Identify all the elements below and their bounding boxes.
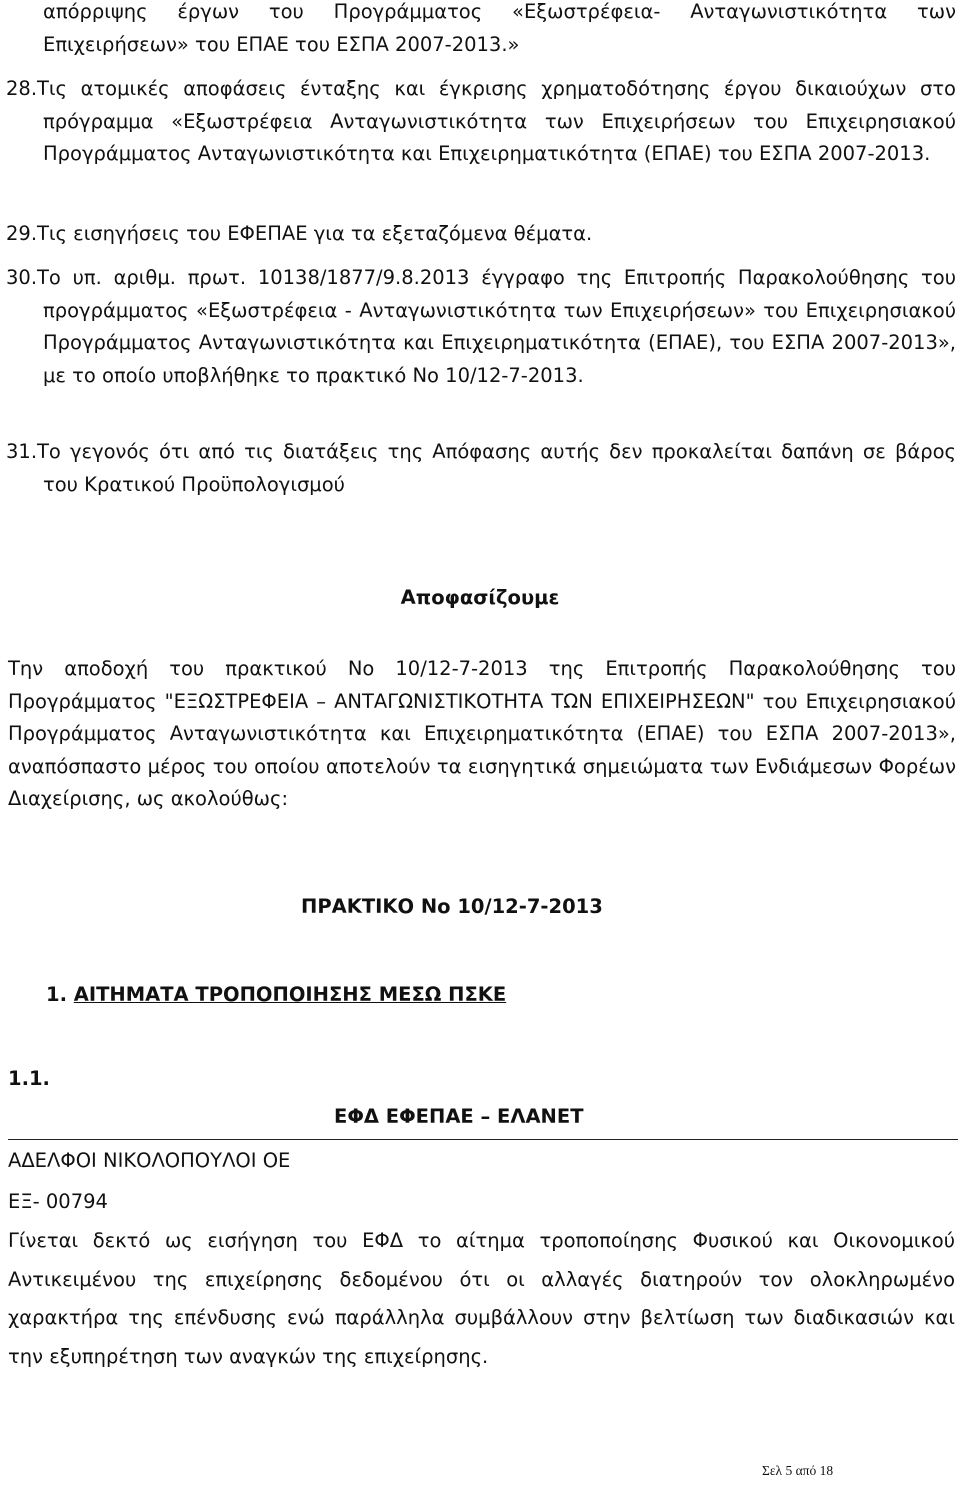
item-29	[6, 218, 956, 251]
item-28-text: Τις ατομικές αποφάσεις ένταξης και έγκρισης χρηματοδότησης έργου δικαιούχων στο πρόγραμμα «Εξωστρέφεια Ανταγωνιστικότητα των Επιχειρήσεων του Επιχειρησιακού Προγράμματος Ανταγωνιστικότητα και Επιχειρηματικότητα (ΕΠΑΕ) του ΕΣΠΑ 2007-2013.	[37, 77, 956, 166]
minutes-title: ΠΡΑΚΤΙΚΟ Νο 10/12-7-2013	[301, 895, 603, 918]
item-30	[6, 262, 956, 392]
item-30-number: 30.	[6, 266, 38, 289]
item-previous-continuation: απόρριψης έργων του Προγράμματος «Εξωστρέφεια- Ανταγωνιστικότητα των Επιχειρήσεων» του ΕΠΑΕ του ΕΣΠΑ 2007-2013.»	[43, 0, 956, 56]
item-29-number: 29.	[6, 222, 38, 245]
item-29-text: Τις εισηγήσεις του ΕΦΕΠΑΕ για τα εξεταζόμενα θέματα.	[37, 222, 593, 245]
item-31	[6, 436, 956, 501]
item-28-number: 28.	[6, 77, 38, 100]
item-31-number: 31.	[6, 440, 38, 463]
decision-paragraph: Την αποδοχή του πρακτικού Νο 10/12-7-2013 της Επιτροπής Παρακολούθησης του Προγράμματος "ΕΞΩΣΤΡΕΦΕΙΑ – ΑΝΤΑΓΩΝΙΣΤΙΚΟΤΗΤΑ ΤΩΝ ΕΠΙΧΕΙΡΗΣΕΩΝ" του Επιχειρησιακού Προγράμματος Ανταγωνιστικότητα και Επιχειρηματικότητα (ΕΠΑΕ) του ΕΣΠΑ 2007-2013», αναπόσπαστο μέρος του οποίου αποτελούν τα εισηγητικά σημειώματα των Ενδιάμεσων Φορέων Διαχείρισης, ως ακολούθως:	[8, 657, 956, 811]
section-title: ΑΙΤΗΜΑΤΑ ΤΡΟΠΟΠΟΙΗΣΗΣ ΜΕΣΩ ΠΣΚΕ	[73, 983, 507, 1006]
page-number: Σελ 5 από 18	[762, 1463, 834, 1478]
section-number: 1.	[46, 983, 67, 1006]
minutes-decision-text: Γίνεται δεκτό ως εισήγηση του ΕΦΔ το αίτημα τροποποίησης Φυσικού και Οικονομικού Αντικειμένου της επιχείρησης δεδομένου ότι οι αλλαγές διατηρούν τον ολοκληρωμένο χαρακτήρα της επένδυσης ενώ παράλληλα συμβάλλουν στην βελτίωση των διαδικασιών και την εξυπηρέτηση των αναγκών της επιχείρησης.	[8, 1229, 955, 1368]
decision-heading: Αποφασίζουμε	[400, 586, 560, 609]
item-31-text: Το γεγονός ότι από τις διατάξεις της Απόφασης αυτής δεν προκαλείται δαπάνη σε βάρος του Κρατικού Προϋπολογισμού	[37, 440, 956, 496]
item-30-text: Το υπ. αριθμ. πρωτ. 10138/1877/9.8.2013 έγγραφο της Επιτροπής Παρακολούθησης του προγράμματος «Εξωστρέφεια - Ανταγωνιστικότητα των Επιχειρήσεων» του Επιχειρησιακού Προγράμματος Ανταγωνιστικότητα και Επιχειρηματικότητα (ΕΠΑΕ), του ΕΣΠΑ 2007-2013», με το οποίο υποβλήθηκε το πρακτικό Νο 10/12-7-2013.	[37, 266, 956, 387]
company-name: ΑΔΕΛΦΟΙ ΝΙΚΟΛΟΠΟΥΛΟΙ ΟΕ	[8, 1149, 291, 1172]
section-divider	[8, 1139, 958, 1140]
agency-name: ΕΦΔ ΕΦΕΠΑΕ – ΕΛΑΝΕΤ	[334, 1105, 584, 1128]
section-heading	[46, 983, 506, 1007]
subsection-number: 1.1.	[8, 1067, 50, 1090]
item-28	[6, 73, 956, 171]
project-code: ΕΞ- 00794	[8, 1190, 108, 1213]
